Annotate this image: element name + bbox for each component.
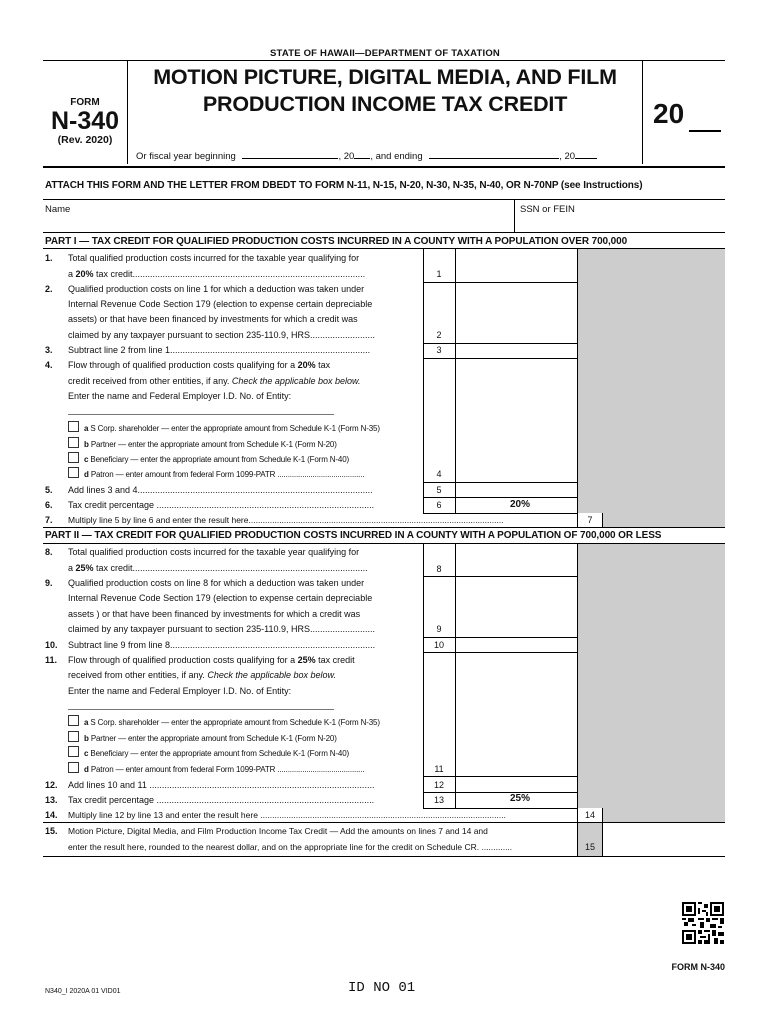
- part1-heading: PART I — TAX CREDIT FOR QUALIFIED PRODUCTION COSTS INCURRED IN A COUNTY WITH A POPULATION OVER 700,000: [45, 236, 628, 247]
- option-b-text: Partner — enter the appropriate amount from Schedule K-1 (Form N-20): [88, 440, 337, 449]
- form-title: [128, 64, 642, 118]
- option-a-text: S Corp. shareholder — enter the appropriate amount from Schedule K-1 (Form N-35): [88, 718, 380, 727]
- line-13-percentage: 25%: [509, 793, 530, 804]
- option-c-letter: c: [84, 455, 89, 464]
- checkbox-patron[interactable]: [68, 467, 79, 478]
- line-4-b-pre: credit received from other entities, if any.: [68, 376, 232, 386]
- line-11-text-a: [68, 654, 355, 666]
- line-8-amount-field[interactable]: [456, 545, 576, 575]
- part1-shaded-column: [577, 249, 725, 513]
- part1-amount-col-right: [577, 249, 578, 527]
- option-c-letter: c: [84, 749, 89, 758]
- box-3-label: 3: [436, 345, 442, 355]
- line-4-option-b: [68, 437, 337, 451]
- header-divider-right: [642, 60, 643, 164]
- line-1-percent: 20%: [75, 269, 94, 279]
- line-11-b-italic: Check the applicable box below.: [207, 670, 336, 680]
- line-3-number: 3.: [45, 345, 53, 355]
- fiscal-begin-year-field[interactable]: [354, 149, 370, 159]
- line-7-amount-field[interactable]: [603, 514, 724, 526]
- fiscal-begin-date-field[interactable]: [242, 149, 338, 159]
- line-10-amount-field[interactable]: [456, 638, 576, 651]
- line-9-text-a: Qualified production costs on line 8 for which a deduction was taken under: [68, 578, 365, 588]
- line-9-text-d: claimed by any taxpayer pursuant to section 235-110.9, HRS..........................: [68, 624, 375, 634]
- line-8-post: tax credit..............................................................................................: [93, 563, 368, 573]
- line-4-post: tax: [315, 360, 331, 370]
- form-revision: (Rev. 2020): [57, 134, 113, 146]
- line-2-number: 2.: [45, 284, 53, 294]
- line-2-text-a: Qualified production costs on line 1 for which a deduction was taken under: [68, 284, 365, 294]
- line-15-number: 15.: [45, 826, 58, 836]
- line-1-post: tax credit.............................................................................................: [93, 269, 366, 279]
- header-top-rule: [43, 60, 725, 61]
- option-a-letter: a: [84, 424, 89, 433]
- line-11-option-c: [68, 746, 349, 760]
- option-d-letter: d: [84, 765, 89, 774]
- part2-shaded-column: [577, 544, 725, 808]
- line-10-text: Subtract line 9 from line 8..................................................................................: [68, 640, 376, 650]
- line-4-amount-field[interactable]: [456, 359, 576, 481]
- line-8-number: 8.: [45, 547, 53, 557]
- box-11-label: 11: [434, 764, 444, 774]
- name-ssn-divider: [514, 199, 515, 232]
- line-4-text-b: [68, 375, 361, 387]
- line-5-number: 5.: [45, 485, 53, 495]
- box-2-label: 2: [436, 330, 442, 340]
- line-7-text: Multiply line 5 by line 6 and enter the result here............................................................................................................: [68, 515, 504, 525]
- fiscal-end-year-field[interactable]: [575, 149, 597, 159]
- line-2-text-c: assets) or that have been financed by investments for which a credit was: [68, 314, 358, 324]
- line-14-number: 14.: [45, 810, 58, 820]
- box-10-label: 10: [433, 640, 444, 650]
- option-c-text: Beneficiary — enter the appropriate amount from Schedule K-1 (Form N-40): [88, 455, 350, 464]
- fiscal-end-date-field[interactable]: [429, 149, 559, 159]
- line-8-text-a: Total qualified production costs incurred for the taxable year qualifying for: [68, 547, 360, 557]
- line-4-text-a: [68, 359, 330, 371]
- checkbox-beneficiary[interactable]: [68, 452, 79, 463]
- line-9-text-b: Internal Revenue Code Section 179 (election to expense certain depreciable: [68, 593, 373, 603]
- box-9-label: 9: [436, 624, 442, 634]
- line-11-option-b: [68, 731, 337, 745]
- attach-rule: [43, 199, 725, 200]
- line-8-percent: 25%: [75, 563, 94, 573]
- line-11-pre: Flow through of qualified production costs qualifying for a: [68, 655, 298, 665]
- line-9-number: 9.: [45, 578, 53, 588]
- line-7-number: 7.: [45, 515, 53, 525]
- checkbox-s-corp[interactable]: [68, 421, 79, 432]
- line-2-text-b: Internal Revenue Code Section 179 (election to expense certain depreciable: [68, 299, 373, 309]
- row-rule: [423, 482, 577, 483]
- footer-form-ref: FORM N-340: [671, 962, 725, 972]
- box-15-label: 15: [584, 842, 595, 852]
- line-12-amount-field[interactable]: [456, 778, 576, 791]
- line-14-amount-field[interactable]: [603, 809, 724, 821]
- form-number: N-340: [50, 107, 120, 135]
- line-11-percent: 25%: [297, 655, 316, 665]
- checkbox-s-corp[interactable]: [68, 715, 79, 726]
- checkbox-beneficiary[interactable]: [68, 746, 79, 757]
- line-1-text-b: [68, 268, 418, 280]
- line-2-text-d: claimed by any taxpayer pursuant to section 235-110.9, HRS..........................: [68, 330, 375, 340]
- line-11-text-b: [68, 669, 336, 681]
- line-4-b-italic: Check the applicable box below.: [231, 376, 361, 386]
- line-6-text: Tax credit percentage .......................................................................................: [68, 500, 375, 510]
- line-1-text-a: Total qualified production costs incurred for the taxable year qualifying for: [68, 253, 360, 263]
- option-d-text: Patron — enter amount from federal Form 1099-PATR ..........................................: [88, 765, 365, 774]
- line-1-pre: a: [68, 269, 76, 279]
- line-1-amount-field[interactable]: [456, 250, 576, 281]
- title-line-2: PRODUCTION INCOME TAX CREDIT: [202, 92, 568, 116]
- form-label: FORM: [70, 97, 100, 108]
- line-11-option-a: [68, 715, 380, 729]
- line-11-option-d: [68, 762, 418, 776]
- box-5-label: 5: [436, 485, 442, 495]
- agency-header: STATE OF HAWAII—DEPARTMENT OF TAXATION: [270, 48, 500, 59]
- line-11-number: 11.: [45, 655, 58, 665]
- line-1-number: 1.: [45, 253, 53, 263]
- line-3-amount-field[interactable]: [456, 344, 576, 357]
- line-12-text: Add lines 10 and 11 ..........................................................................................: [68, 780, 375, 790]
- line-13-text: Tax credit percentage .......................................................................................: [68, 795, 375, 805]
- line-8-text-b: [68, 562, 418, 574]
- line-4-option-c: [68, 452, 349, 466]
- line-6-number: 6.: [45, 500, 53, 510]
- title-line-1: MOTION PICTURE, DIGITAL MEDIA, AND FILM: [153, 65, 617, 89]
- line-15-text-a: Motion Picture, Digital Media, and Film Production Income Tax Credit — Add the amounts on lines 7 and 14 and: [68, 826, 488, 836]
- part1-bottom-rule: [43, 527, 725, 528]
- attach-note: ATTACH THIS FORM AND THE LETTER FROM DBEDT TO FORM N-11, N-15, N-20, N-30, N-35, N-40, OR N-70NP (see Instructions): [45, 180, 643, 191]
- option-a-letter: a: [84, 718, 89, 727]
- option-d-text: Patron — enter amount from federal Form 1099-PATR ..........................................: [88, 470, 365, 479]
- line-4-text-c: Enter the name and Federal Employer I.D. No. of Entity:: [68, 391, 292, 401]
- box-1-label: 1: [436, 269, 442, 279]
- fiscal-mid-2: , and ending: [370, 151, 423, 162]
- line-3-text: Subtract line 2 from line 1................................................................................: [68, 345, 371, 355]
- fiscal-end: , 20: [559, 151, 576, 162]
- line-14-text: Multiply line 12 by line 13 and enter the result here ........................................................................................................: [68, 810, 506, 820]
- line-10-number: 10.: [45, 640, 58, 650]
- line-5-amount-field[interactable]: [456, 484, 576, 496]
- box-4-label: 4: [436, 469, 442, 479]
- box-7-label: 7: [587, 515, 593, 525]
- row-rule: [423, 497, 577, 498]
- line-11-entity-field[interactable]: [68, 709, 334, 710]
- line-13-number: 13.: [45, 795, 58, 805]
- footer-code: N340_I 2020A 01 VID01: [45, 988, 121, 995]
- fiscal-year-row: [136, 149, 597, 162]
- box-12-label: 12: [433, 780, 444, 790]
- box-14-label: 14: [584, 810, 595, 820]
- line-4-option-d: [68, 467, 418, 481]
- line-11-text-c: Enter the name and Federal Employer I.D. No. of Entity:: [68, 686, 292, 696]
- line-4-percent: 20%: [297, 360, 316, 370]
- line-15-text-b: enter the result here, rounded to the nearest dollar, and on the appropriate line for the credit on Schedule CR. .............: [68, 842, 513, 852]
- ssn-label: SSN or FEIN: [520, 204, 575, 215]
- row-rule: [423, 776, 577, 777]
- option-b-letter: b: [84, 734, 89, 743]
- line-6-percentage: 20%: [509, 499, 530, 510]
- option-b-letter: b: [84, 440, 89, 449]
- line-9-amount-field[interactable]: [456, 577, 576, 636]
- line-2-amount-field[interactable]: [456, 283, 576, 342]
- option-d-letter: d: [84, 470, 89, 479]
- name-label: Name: [45, 204, 71, 215]
- line-4-entity-field[interactable]: [68, 414, 334, 415]
- option-a-text: S Corp. shareholder — enter the appropriate amount from Schedule K-1 (Form N-35): [88, 424, 380, 433]
- line-4-number: 4.: [45, 360, 53, 370]
- tax-year-blank[interactable]: [689, 130, 721, 132]
- part2-bottom-rule: [43, 856, 725, 857]
- qr-code-icon: [682, 902, 724, 944]
- checkbox-partner[interactable]: [68, 731, 79, 742]
- line-9-text-c: assets ) or that have been financed by investments for which a credit was: [68, 609, 361, 619]
- line-15-amount-field[interactable]: [603, 823, 724, 855]
- line-4-option-a: [68, 421, 380, 435]
- line-12-number: 12.: [45, 780, 58, 790]
- line-11-post: tax credit: [315, 655, 355, 665]
- line-11-b-pre: received from other entities, if any.: [68, 670, 208, 680]
- footer-id: ID NO 01: [348, 980, 416, 996]
- line-11-amount-field[interactable]: [456, 653, 576, 775]
- box-6-label: 6: [436, 500, 442, 510]
- checkbox-patron[interactable]: [68, 762, 79, 773]
- box-13-label: 13: [433, 795, 444, 805]
- line-8-pre: a: [68, 563, 76, 573]
- box-8-label: 8: [436, 564, 442, 574]
- fiscal-prefix: Or fiscal year beginning: [136, 151, 236, 162]
- fiscal-mid-1: , 20: [338, 151, 355, 162]
- option-b-text: Partner — enter the appropriate amount from Schedule K-1 (Form N-20): [88, 734, 337, 743]
- header-bottom-rule: [43, 166, 725, 168]
- line-5-text: Add lines 3 and 4..............................................................................................: [68, 485, 373, 495]
- part2-heading: PART II — TAX CREDIT FOR QUALIFIED PRODUCTION COSTS INCURRED IN A COUNTY WITH A POPULATION OF 700,000 OR LESS: [45, 530, 662, 541]
- name-row-bottom-rule: [43, 232, 725, 233]
- line-4-pre: Flow through of qualified production costs qualifying for a: [68, 360, 298, 370]
- tax-year: 20: [653, 98, 685, 129]
- checkbox-partner[interactable]: [68, 437, 79, 448]
- option-c-text: Beneficiary — enter the appropriate amount from Schedule K-1 (Form N-40): [88, 749, 350, 758]
